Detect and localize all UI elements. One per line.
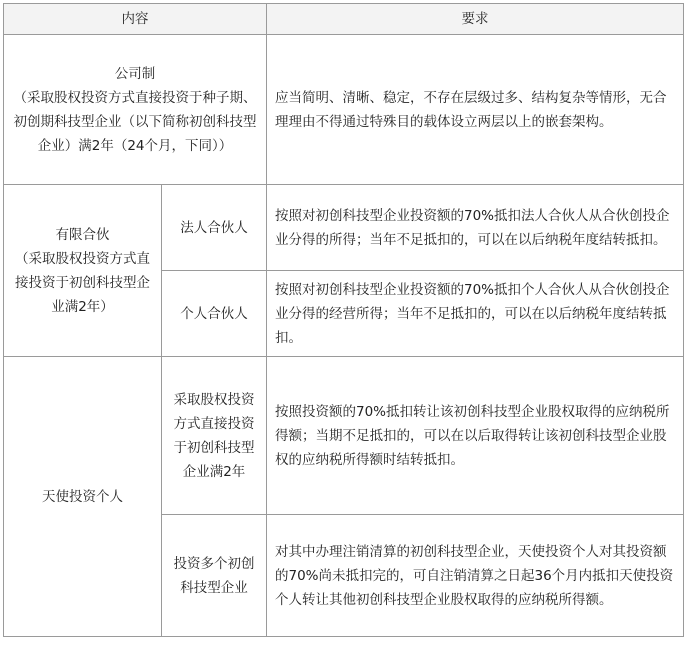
policy-table: [3, 3, 684, 637]
individual-partner-label: 个人合伙人: [162, 271, 267, 357]
company-title: 公司制: [114, 65, 156, 82]
header-content: 内容: [4, 4, 267, 35]
company-requirement: 应当简明、清晰、稳定，不存在层级过多、结构复杂等情形，无合理理由不得通过特殊目的载体设立两层以上的嵌套架构。: [267, 35, 684, 185]
angel-multi-requirement: 对其中办理注销清算的初创科技型企业，天使投资个人对其投资额的70%尚未抵扣完的，可自注销清算之日起36个月内抵扣天使投资个人转让其他初创科技型企业股权取得的应纳税所得额。: [267, 515, 684, 637]
angel-multi-label: 投资多个初创科技型企业: [162, 515, 267, 637]
legal-partner-requirement: 按照对初创科技型企业投资额的70%抵扣法人合伙人从合伙创投企业分得的所得；当年不足抵扣的，可以在以后纳税年度结转抵扣。: [267, 185, 684, 271]
header-requirement: 要求: [267, 4, 684, 35]
company-desc: （采取股权投资方式直接投资于种子期、初创期科技型企业（以下简称初创科技型企业）满2年（24个月，下同））: [13, 89, 257, 154]
angel-direct-requirement: 按照投资额的70%抵扣转让该初创科技型企业股权取得的应纳税所得额；当期不足抵扣的，可以在以后取得转让该初创科技型企业股权的应纳税所得额时结转抵扣。: [267, 357, 684, 515]
table-row: [4, 357, 684, 515]
partnership-cell: [4, 185, 162, 357]
legal-partner-label: 法人合伙人: [162, 185, 267, 271]
partnership-desc: （采取股权投资方式直接投资于初创科技型企业满2年）: [15, 250, 150, 315]
table-row: [4, 185, 684, 271]
partnership-title: 有限合伙: [55, 226, 110, 243]
company-cell: [4, 35, 267, 185]
angel-cell: 天使投资个人: [4, 357, 162, 637]
table-header-row: [4, 4, 684, 35]
angel-direct-label: 采取股权投资方式直接投资于初创科技型企业满2年: [162, 357, 267, 515]
individual-partner-requirement: 按照对初创科技型企业投资额的70%抵扣个人合伙人从合伙创投企业分得的经营所得；当年不足抵扣的，可以在以后纳税年度结转抵扣。: [267, 271, 684, 357]
table-row: [4, 35, 684, 185]
